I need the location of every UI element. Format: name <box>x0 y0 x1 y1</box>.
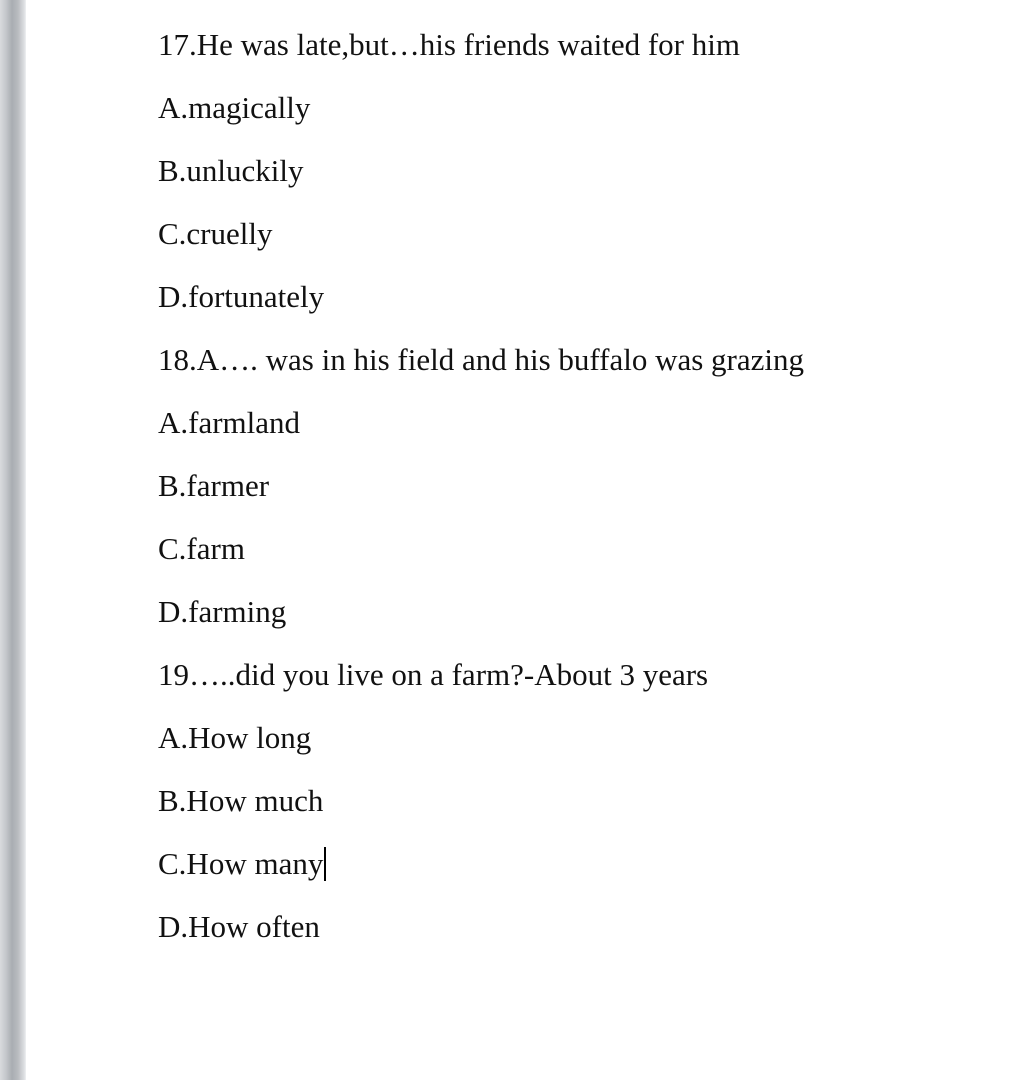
paragraph-text: B.farmer <box>158 468 270 503</box>
document-body[interactable] <box>158 27 998 972</box>
paragraph-text: 17.He was late,but…his friends waited for him <box>158 27 740 62</box>
paragraph-text: D.How often <box>158 909 320 944</box>
question-17-option-d[interactable] <box>158 279 998 315</box>
question-17-option-a[interactable] <box>158 90 998 126</box>
question-19-option-a[interactable] <box>158 720 998 756</box>
paragraph-text: A.How long <box>158 720 312 755</box>
question-18-option-b[interactable] <box>158 468 998 504</box>
paragraph-text: 19…..did you live on a farm?-About 3 years <box>158 657 709 692</box>
paragraph-text: 18.A…. was in his field and his buffalo was grazing <box>158 342 805 377</box>
question-19[interactable] <box>158 657 998 693</box>
paragraph-text: B.How much <box>158 783 324 818</box>
question-18-option-c[interactable] <box>158 531 998 567</box>
text-cursor <box>324 847 326 881</box>
question-18-option-a[interactable] <box>158 405 998 441</box>
paragraph-text: A.farmland <box>158 405 301 440</box>
question-18[interactable] <box>158 342 998 378</box>
question-17[interactable] <box>158 27 998 63</box>
paragraph-text: D.farming <box>158 594 287 629</box>
question-17-option-c[interactable] <box>158 216 998 252</box>
question-19-option-d[interactable] <box>158 909 998 945</box>
question-19-option-b[interactable] <box>158 783 998 819</box>
paragraph-text: D.fortunately <box>158 279 325 314</box>
paragraph-text: C.cruelly <box>158 216 273 251</box>
document-page[interactable] <box>26 0 1024 1080</box>
paragraph-text: C.farm <box>158 531 245 566</box>
paragraph-text: C.How many <box>158 846 324 881</box>
paragraph-text: B.unluckily <box>158 153 304 188</box>
question-18-option-d[interactable] <box>158 594 998 630</box>
page-gutter <box>0 0 26 1080</box>
question-17-option-b[interactable] <box>158 153 998 189</box>
question-19-option-c[interactable] <box>158 846 998 882</box>
paragraph-text: A.magically <box>158 90 311 125</box>
